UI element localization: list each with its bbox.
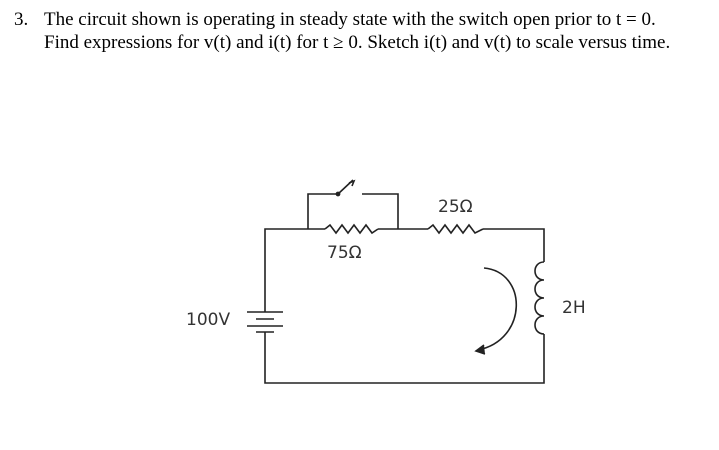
switch-loop-wire bbox=[308, 194, 398, 229]
resistor-25 bbox=[428, 225, 483, 233]
inductor bbox=[535, 262, 544, 334]
resistor-75 bbox=[325, 225, 378, 233]
problem-line-1: The circuit shown is operating in steady state with the switch open prior to t = 0. bbox=[44, 9, 656, 30]
switch bbox=[336, 180, 354, 196]
battery-source bbox=[247, 312, 283, 332]
inductor-label: 2H bbox=[562, 298, 586, 318]
source-label: 100V bbox=[186, 310, 231, 330]
resistor-top-label: 25Ω bbox=[438, 197, 473, 217]
wire-top-right bbox=[483, 229, 544, 262]
current-arrow bbox=[476, 268, 516, 354]
problem-line-2: Find expressions for v(t) and i(t) for t ≥ 0. Sketch i(t) and v(t) to scale versus time. bbox=[44, 32, 671, 53]
wire-top-left bbox=[265, 229, 325, 312]
problem-number: 3. bbox=[14, 9, 29, 30]
resistor-bottom-label: 75Ω bbox=[327, 243, 362, 263]
wire-right bbox=[265, 332, 544, 383]
